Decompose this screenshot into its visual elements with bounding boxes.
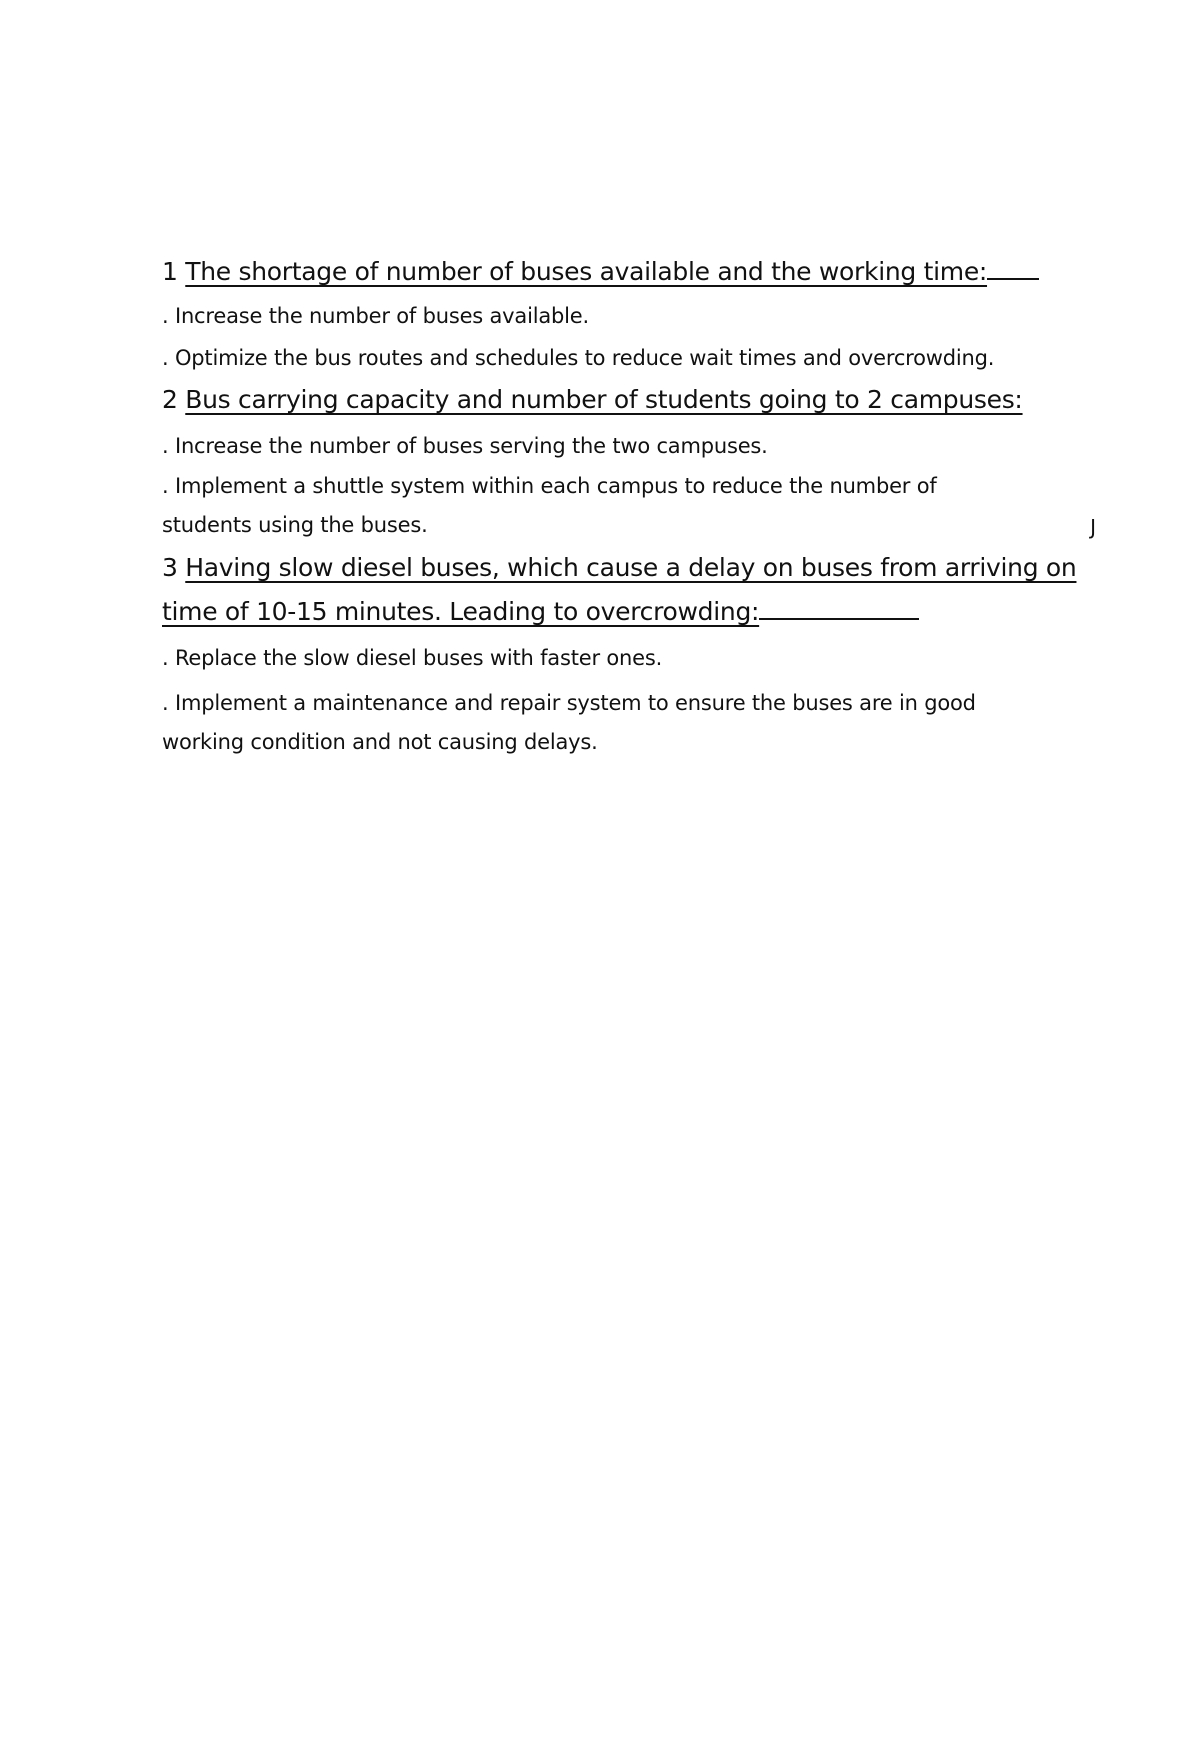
section-2-item-1: . Increase the number of buses serving the two campuses. [162,434,768,458]
section-3-number: 3 [162,553,178,582]
section-3-heading-text: Having slow diesel buses, which cause a delay on buses from arriving on time of 10-15 minutes. Leading to overcrowding: [162,553,1077,626]
section-1-item-2: . Optimize the bus routes and schedules to reduce wait times and overcrowding. [162,346,995,370]
section-2-number: 2 [162,385,178,414]
heading-underline-fill [759,617,919,620]
section-3-item-2: . Implement a maintenance and repair system to ensure the buses are in good working condition and not causing delays. [162,691,976,754]
section-2-item-2-wrap [162,467,1096,545]
section-3-heading [162,546,1096,634]
section-2-item-2: . Implement a shuttle system within each campus to reduce the number of students using the buses. [162,474,937,537]
section-1-heading-text: The shortage of number of buses available and the working time: [185,257,988,286]
section-1-number: 1 [162,257,178,286]
section-3-item-1: . Replace the slow diesel buses with faster ones. [162,646,663,670]
section-2-heading-text: Bus carrying capacity and number of students going to 2 campuses: [185,385,1023,414]
section-1-item-1: . Increase the number of buses available. [162,304,589,328]
section-2-heading [162,378,1096,422]
document-body [162,250,1096,762]
section-1-heading [162,250,1096,294]
stray-mark: J [1090,515,1096,539]
heading-underline-fill [987,277,1039,280]
